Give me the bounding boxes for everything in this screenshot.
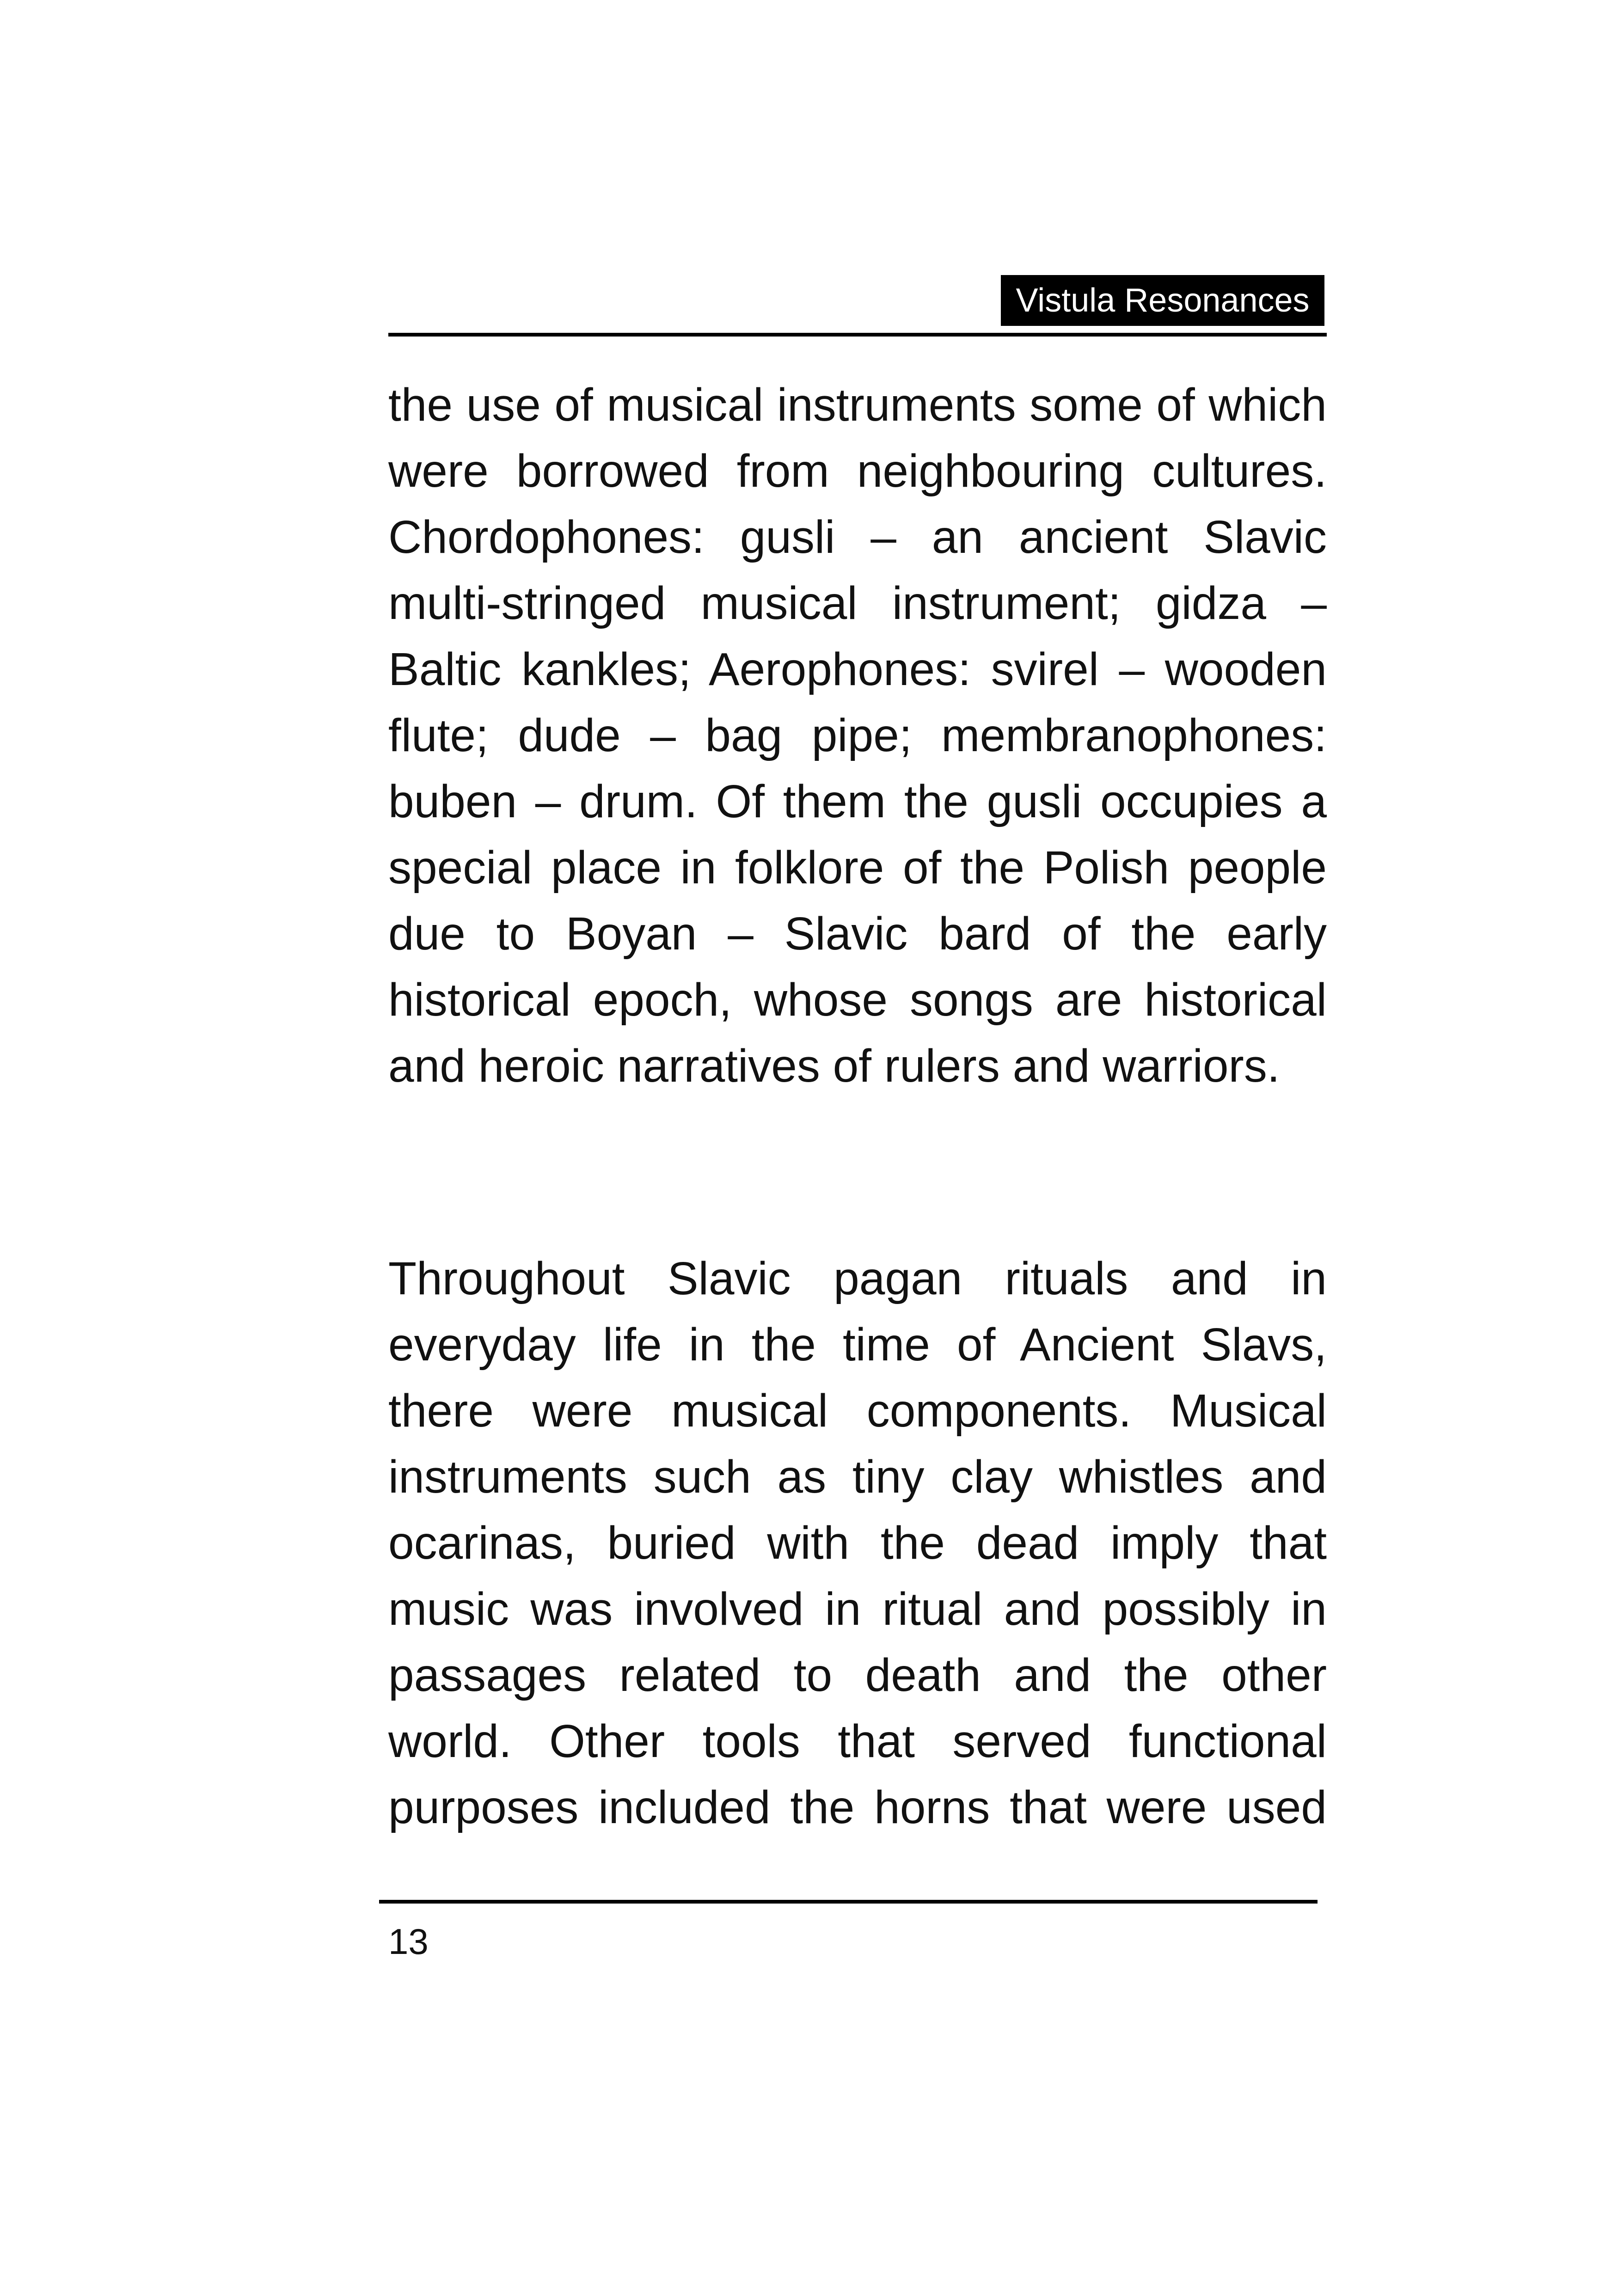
footer-divider [379, 1900, 1318, 1904]
header-divider [388, 333, 1327, 337]
body-paragraph-2: Throughout Slavic pagan rituals and in everyday life in the time of Ancient Slavs, there were musical components. Musical instruments such as tiny clay whistles and ocarinas, buried with the dead imply that music was involved in ritual and possibly in passages related to death and the other world. Other tools that served functional purposes included the horns that were used [388, 1253, 1327, 1833]
page-number: 13 [388, 1921, 429, 1962]
body-paragraph-1: the use of musical instruments some of which were borrowed from neighbouring cultures. Chordophones: gusli – an ancient Slavic multi-stringed musical instrument; gidza – Baltic kankles; Aerophones: svirel – wooden flute; dude – bag pipe; membranophones: buben – drum. Of them the gusli occupies a special place in folklore of the Polish people due to Boyan – Slavic bard of the early historical epoch, whose songs are historical and heroic narratives of rulers and warriors. [388, 379, 1327, 1092]
running-header-title: Vistula Resonances [1001, 275, 1324, 326]
